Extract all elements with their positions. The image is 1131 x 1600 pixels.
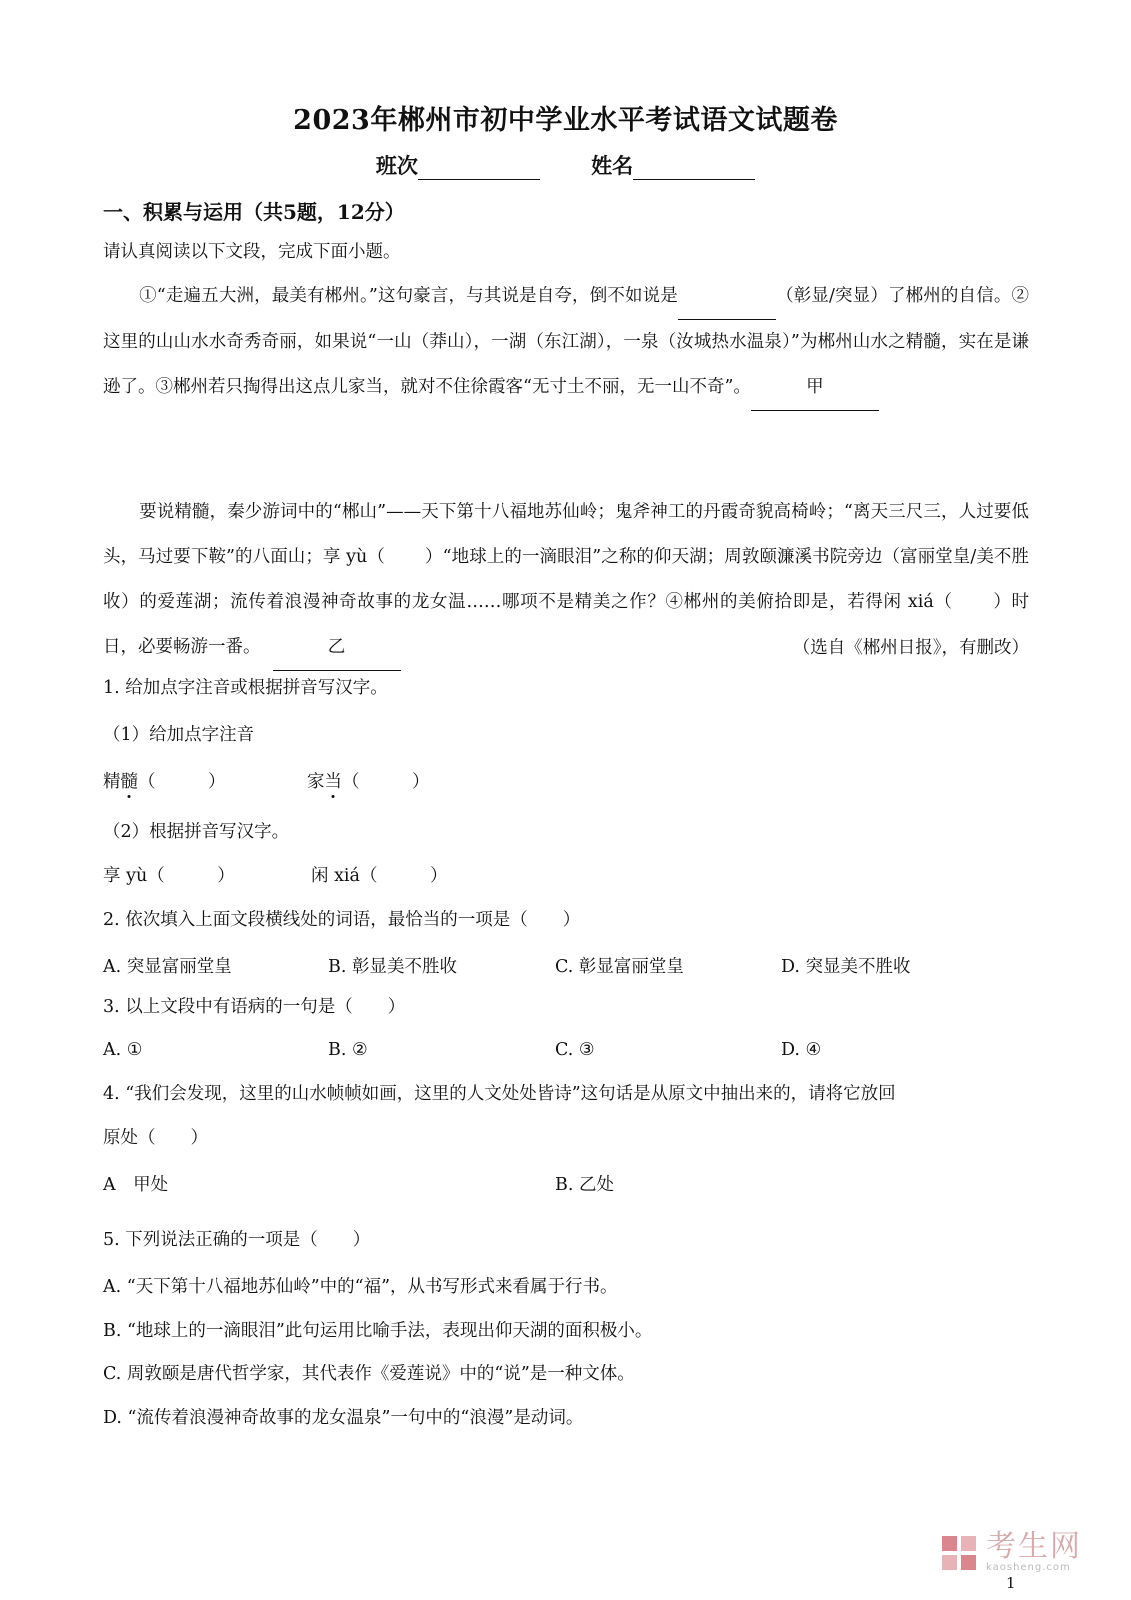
watermark-logo-icon [940, 1534, 978, 1572]
student-info-bar [0, 150, 1131, 180]
site-watermark [940, 1529, 1082, 1573]
blank-jia [751, 365, 879, 411]
q1-word-2-dotted-char: 当 [324, 772, 342, 792]
q1-word-1-answer[interactable]: （ ） [138, 772, 226, 792]
intro-text: 请认真阅读以下文段，完成下面小题。 [103, 242, 401, 262]
q4-option-a[interactable]: A 甲处 [103, 1175, 169, 1195]
q4-stem-continued: 原处（ ） [103, 1128, 208, 1148]
watermark-url: kaosheng.com [986, 1562, 1071, 1573]
q1-word-2-answer[interactable]: （ ） [342, 772, 430, 792]
q1-word-3[interactable]: 享 yù（ ） [103, 866, 235, 886]
q2-option-c[interactable]: C. 彰显富丽堂皇 [555, 957, 684, 977]
q1-word-2 [307, 772, 430, 793]
q1-stem: 1. 给加点字注音或根据拼音写汉字。 [103, 678, 388, 698]
q5-option-b[interactable]: B. “地球上的一滴眼泪”此句运用比喻手法，表现出仰天湖的面积极小。 [103, 1321, 653, 1341]
passage-blank [678, 274, 776, 320]
q5-option-a[interactable]: A. “天下第十八福地苏仙岭”中的“福”，从书写形式来看属于行书。 [103, 1277, 618, 1297]
q1-word-1-dotted-char: 髓 [120, 772, 138, 792]
name-field [591, 150, 755, 180]
passage-source: （选自《郴州日报》，有删改） [792, 638, 1029, 658]
section-heading: 一、积累与运用（共5题，12分） [103, 200, 405, 224]
name-label: 姓名 [591, 153, 634, 178]
name-blank[interactable] [633, 157, 755, 180]
q3-stem: 3. 以上文段中有语病的一句是（ ） [103, 997, 406, 1017]
q5-stem: 5. 下列说法正确的一项是（ ） [103, 1230, 371, 1250]
q1-sub2: （2）根据拼音写汉字。 [103, 822, 290, 842]
class-label: 班次 [375, 153, 418, 178]
page-number: 1 [1006, 1574, 1016, 1592]
q1-word-2-char: 家 [307, 772, 325, 792]
passage-paragraph-1 [103, 274, 1029, 411]
class-field [376, 150, 540, 180]
q5-option-d[interactable]: D. “流传着浪漫神奇故事的龙女温泉”一句中的“浪漫”是动词。 [103, 1408, 584, 1428]
q5-option-c[interactable]: C. 周敦颐是唐代哲学家，其代表作《爱莲说》中的“说”是一种文体。 [103, 1364, 635, 1384]
passage-text: ）“地球上的一滴眼泪”之称的仰天湖；周敦颐濂溪书院旁边（富丽堂皇/美不胜收）的爱莲湖；流传着浪漫神奇故事的龙女温……哪项不是精美之作？④郴州的美俯拾即是，若得闲 xiá（ [103, 547, 1029, 612]
passage-text: （彰显/突显）了郴州的自信。②这里的山山水水奇秀奇丽，如果说“一山（莽山），一湖（东江湖），一泉（汝城热水温泉）”为郴州山水之精髓，实在是谦逊了。③郴州若只掏得出这点儿家当，就对不住徐霞客“无寸土不丽，无一山不奇”。 [103, 286, 1029, 397]
blank-yi [273, 625, 401, 671]
watermark-text: 考生网 [986, 1529, 1082, 1564]
q3-option-a[interactable]: A. ① [103, 1040, 143, 1060]
q2-option-a[interactable]: A. 突显富丽堂皇 [103, 957, 232, 977]
q2-option-d[interactable]: D. 突显美不胜收 [781, 957, 911, 977]
q1-word-1 [103, 772, 226, 793]
q3-option-c[interactable]: C. ③ [555, 1040, 595, 1060]
q3-option-d[interactable]: D. ④ [781, 1040, 822, 1060]
passage-text: ①“走遍五大洲，最美有郴州。”这句豪言，与其说是自夸，倒不如说是 [139, 286, 678, 306]
passage-text: 要说精髓，秦少游词中的“郴山”——天下第十八福地苏仙岭；鬼斧神工的丹霞奇貌高椅岭；“离天三尺三，人过要低头，马过要下鞍”的八面山；享 yù（ [103, 502, 1029, 567]
page-title: 2023年郴州市初中学业水平考试语文试题卷 [293, 105, 838, 136]
q3-option-b[interactable]: B. ② [328, 1040, 368, 1060]
q2-option-b[interactable]: B. 彰显美不胜收 [328, 957, 457, 977]
q1-word-1-char: 精 [103, 772, 121, 792]
q2-stem: 2. 依次填入上面文段横线处的词语，最恰当的一项是（ ） [103, 910, 581, 930]
q4-option-b[interactable]: B. 乙处 [555, 1175, 614, 1195]
class-blank[interactable] [418, 157, 540, 180]
q1-word-4[interactable]: 闲 xiá（ ） [311, 866, 448, 886]
blank-jia-label: 甲 [806, 377, 824, 397]
blank-yi-label: 乙 [327, 637, 346, 657]
q1-sub1: （1）给加点字注音 [103, 725, 255, 745]
passage-text: ）时日，必要畅游一番。 [103, 592, 1029, 657]
q4-stem: 4. “我们会发现，这里的山水帧帧如画，这里的人文处处皆诗”这句话是从原文中抽出来的，请将它放回 [103, 1084, 896, 1104]
